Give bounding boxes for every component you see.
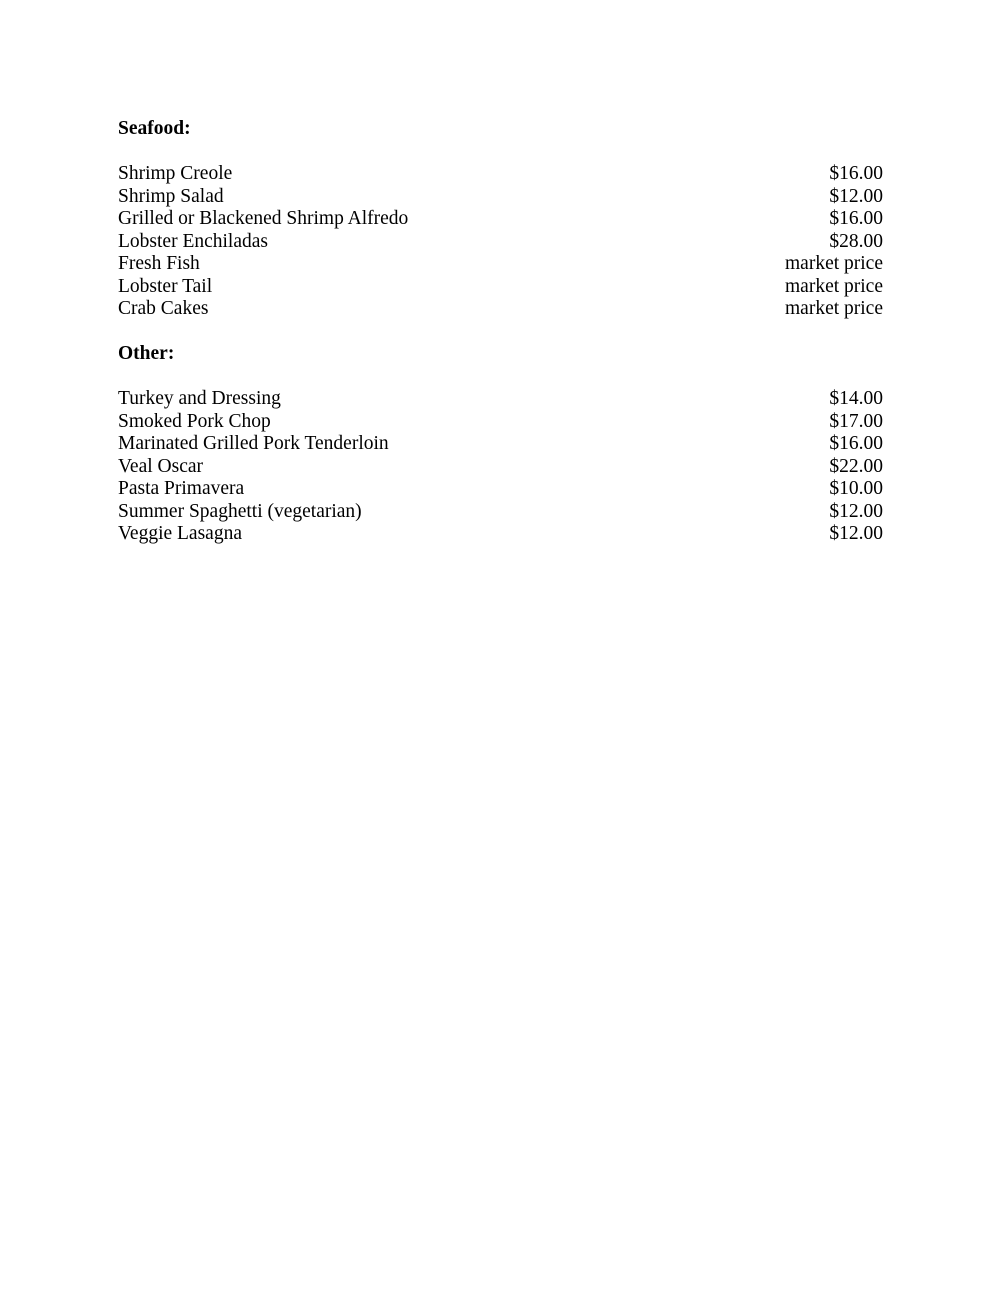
section-heading: Other:	[118, 343, 175, 364]
menu-item-name: Veal Oscar	[118, 455, 203, 477]
menu-item-name: Lobster Tail	[118, 275, 213, 297]
menu-item-price: $14.00	[829, 388, 883, 409]
menu-item-price: market price	[785, 298, 883, 319]
menu-item	[118, 231, 883, 254]
menu-item-name: Smoked Pork Chop	[118, 410, 271, 432]
other-section	[118, 343, 883, 546]
menu-list	[118, 388, 883, 546]
menu-item	[118, 523, 883, 546]
menu-item	[118, 433, 883, 456]
menu-item-price: $16.00	[829, 163, 883, 184]
menu-item	[118, 253, 883, 276]
menu-item-price: $12.00	[829, 523, 883, 544]
menu-item	[118, 163, 883, 186]
menu-item-price: $22.00	[829, 455, 883, 477]
menu-item-name: Pasta Primavera	[118, 478, 245, 499]
menu-item-price: $12.00	[829, 185, 883, 207]
menu-item-name: Lobster Enchiladas	[118, 230, 268, 252]
menu-item	[118, 456, 883, 479]
seafood-section	[118, 118, 883, 321]
menu-item	[118, 411, 883, 434]
menu-item	[118, 501, 883, 524]
menu-item	[118, 388, 883, 411]
menu-item-price: $10.00	[829, 478, 883, 499]
menu-item-name: Marinated Grilled Pork Tenderloin	[118, 433, 389, 454]
menu-item	[118, 478, 883, 501]
menu-item-name: Shrimp Creole	[118, 163, 233, 184]
menu-item-price: market price	[785, 253, 883, 274]
menu-item-name: Turkey and Dressing	[118, 388, 281, 409]
menu-item-price: market price	[785, 275, 883, 297]
menu-item	[118, 298, 883, 321]
menu-item-name: Crab Cakes	[118, 298, 209, 319]
menu-item	[118, 276, 883, 299]
menu-item-name: Fresh Fish	[118, 253, 200, 274]
menu-item-name: Shrimp Salad	[118, 185, 224, 207]
menu-item-price: $28.00	[829, 230, 883, 252]
menu-item-name: Veggie Lasagna	[118, 523, 242, 544]
menu-item	[118, 186, 883, 209]
menu-page	[118, 118, 883, 546]
menu-item-name: Grilled or Blackened Shrimp Alfredo	[118, 208, 409, 229]
menu-item-price: $16.00	[829, 208, 883, 229]
menu-item-name: Summer Spaghetti (vegetarian)	[118, 500, 362, 522]
menu-item-price: $17.00	[829, 410, 883, 432]
menu-item	[118, 208, 883, 231]
section-heading: Seafood:	[118, 118, 191, 139]
menu-list	[118, 163, 883, 321]
menu-item-price: $12.00	[829, 500, 883, 522]
menu-item-price: $16.00	[829, 433, 883, 454]
